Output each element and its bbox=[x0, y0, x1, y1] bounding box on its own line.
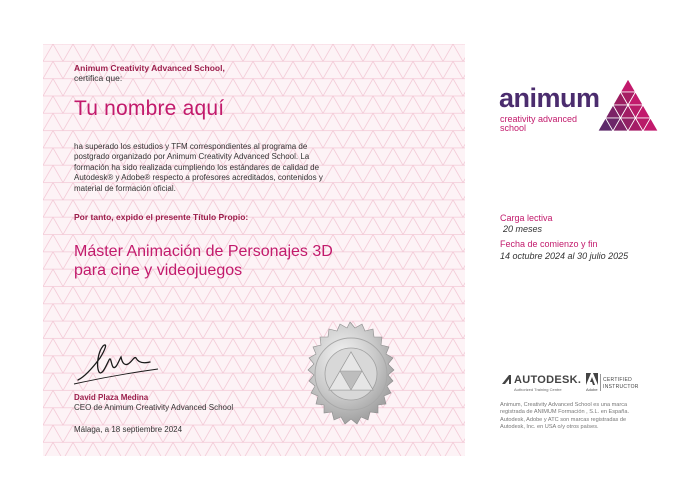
recipient-name: Tu nombre aquí bbox=[74, 97, 225, 120]
certify-line: certifica que: bbox=[74, 73, 123, 83]
brand-subtitle-line-1: creativity advanced bbox=[500, 114, 578, 124]
dates-value: 14 octubre 2024 al 30 julio 2025 bbox=[500, 251, 629, 261]
signature-icon bbox=[72, 336, 162, 386]
adobe-logo-icon bbox=[586, 373, 598, 385]
autodesk-logo-icon bbox=[501, 374, 512, 385]
load-value: 20 meses bbox=[503, 224, 543, 234]
issuer-line: Animum Creativity Advanced School, bbox=[74, 63, 225, 73]
course-title-line-1: Máster Animación de Personajes 3D bbox=[74, 243, 333, 260]
brand-name: animum bbox=[499, 83, 600, 113]
issue-statement: Por tanto, expido el presente Título Propio: bbox=[74, 212, 249, 222]
course-title bbox=[74, 242, 364, 280]
adobe-name: Adobe bbox=[586, 387, 598, 392]
signer-role: CEO de Animum Creativity Advanced School bbox=[74, 403, 234, 412]
autodesk-subtitle: Authorized Training Centre bbox=[514, 387, 562, 392]
signer-name: David Plaza Medina bbox=[74, 393, 149, 402]
place-date: Málaga, a 18 septiembre 2024 bbox=[74, 425, 183, 434]
autodesk-name: AUTODESK. bbox=[514, 374, 582, 386]
certificate-body-text: ha superado los estudios y TFM correspondientes al programa de postgrado organizado por Animum Creativity Advanced School. La formación ha sido realizada cumpliendo los estándares de calidad de Autodesk® y Adobe® respecto a profesores acreditados, contenidos y material de formación oficial. bbox=[74, 142, 323, 193]
course-title-line-2: para cine y videojuegos bbox=[74, 262, 243, 279]
partner-divider bbox=[600, 374, 601, 391]
certified-line-2: INSTRUCTOR bbox=[603, 384, 639, 390]
silver-seal-icon bbox=[290, 320, 410, 440]
load-label: Carga lectiva bbox=[500, 213, 553, 223]
certified-line-1: CERTIFIED bbox=[603, 377, 632, 383]
legal-notice: Animum, Creativity Advanced School es una marca registrada de ANIMUM Formación , S.L. en España. Autodesk, Adobe y ATC son marcas registradas de Autodesk, Inc. en USA o/y otros países. bbox=[500, 402, 630, 431]
dates-label: Fecha de comienzo y fin bbox=[500, 239, 598, 249]
triangle-logo-icon bbox=[598, 79, 658, 131]
brand-subtitle-line-2: school bbox=[500, 123, 527, 133]
